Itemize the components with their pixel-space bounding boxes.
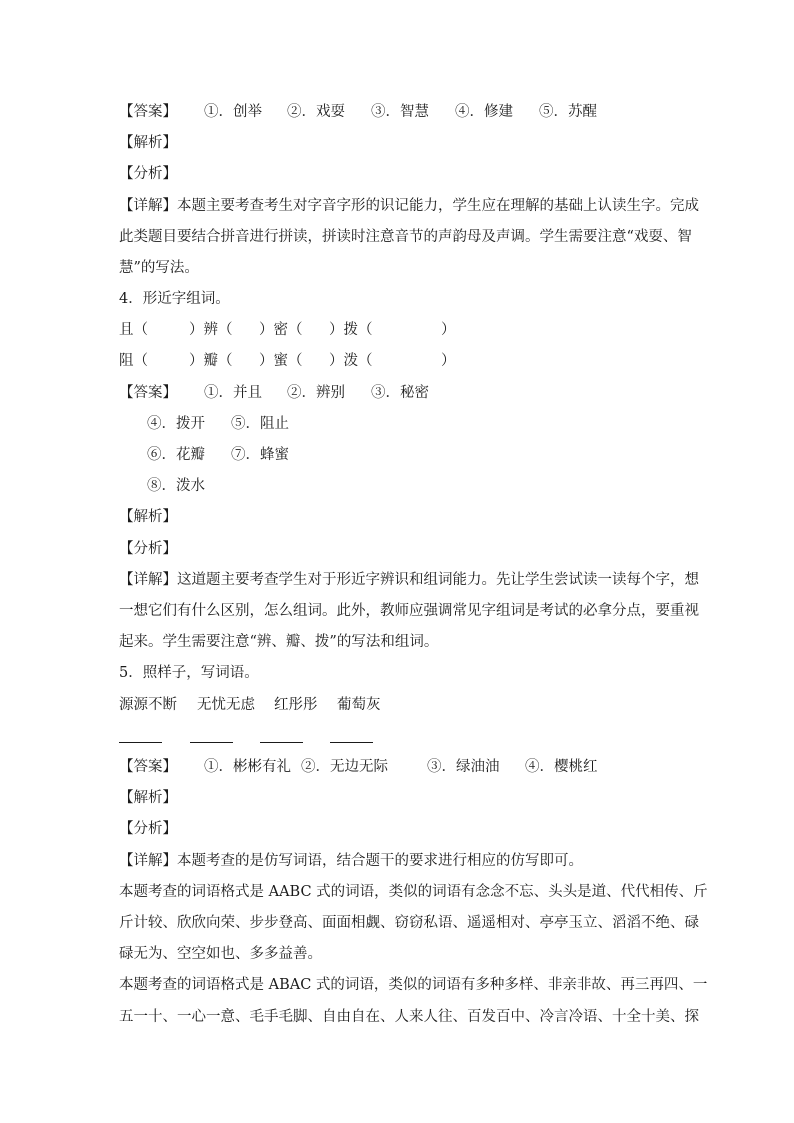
jiexi-tag: 【解析】 [119, 790, 177, 806]
paragraph-line: 五一十、一心一意、毛手毛脚、自由自在、人来人往、百发百中、冷言冷语、十全十美、探 [119, 1009, 699, 1025]
example-word: 源源不断 [119, 697, 177, 713]
answer-blank [330, 741, 373, 743]
paragraph-line: 本题考查的词语格式是 ABAC 式的词语，类似的词语有多种多样、非亲非故、再三再四、一 [119, 977, 708, 993]
fill-item: ） [441, 322, 456, 338]
fill-item: 阻（ [119, 353, 148, 369]
answer-tag: 【答案】 [119, 759, 177, 775]
answer-blank [260, 741, 303, 743]
answer-item: ①．创举 [204, 104, 262, 120]
answer-item: ⑦．蜂蜜 [231, 447, 289, 463]
answer-blank [119, 741, 162, 743]
detail-line: 此类题目要结合拼音进行拼读，拼读时注意音节的声韵母及声调。学生需要注意“戏耍、智 [119, 229, 692, 245]
answer-item: ①．并且 [204, 385, 262, 401]
detail-line: 【详解】这道题主要考查学生对于形近字辨识和组词能力。先让学生尝试读一读每个字，想 [119, 572, 699, 588]
fenxi-tag: 【分析】 [119, 166, 177, 182]
example-word: 红彤彤 [274, 697, 318, 713]
answer-item: ④．拨开 [147, 416, 205, 432]
detail-line: 起来。学生需要注意“辨、瓣、拨”的写法和组词。 [119, 634, 439, 650]
answer-item: ⑤．阻止 [231, 416, 289, 432]
paragraph-line: 碌无为、空空如也、多多益善。 [119, 946, 322, 962]
answer-item: ⑤．苏醒 [539, 104, 597, 120]
answer-blank [190, 741, 233, 743]
jiexi-tag: 【解析】 [119, 135, 177, 151]
fill-item: ） [441, 353, 456, 369]
jiexi-tag: 【解析】 [119, 509, 177, 525]
fenxi-tag: 【分析】 [119, 541, 177, 557]
example-word: 葡萄灰 [337, 697, 381, 713]
fill-item: ）瓣（ [189, 353, 233, 369]
example-word: 无忧无虑 [197, 697, 255, 713]
answer-item: ②．无边无际 [301, 759, 388, 775]
fill-item: 且（ [119, 322, 148, 338]
detail-line: 一想它们有什么区别，怎么组词。此外，教师应强调常见字组词是考试的必拿分点，要重视 [119, 603, 699, 619]
answer-tag: 【答案】 [119, 385, 177, 401]
fill-item: ）泼（ [329, 353, 373, 369]
detail-line: 慧”的写法。 [119, 260, 199, 276]
fill-item: ）蜜（ [259, 353, 303, 369]
answer-item: ①．彬彬有礼 [204, 759, 291, 775]
paragraph-line: 本题考查的词语格式是 AABC 式的词语，类似的词语有念念不忘、头头是道、代代相传、斤 [119, 884, 708, 900]
detail-line: 【详解】本题考查的是仿写词语，结合题干的要求进行相应的仿写即可。 [119, 853, 583, 869]
answer-tag: 【答案】 [119, 104, 177, 120]
answer-item: ②．戏耍 [287, 104, 345, 120]
answer-item: ③．绿油油 [427, 759, 500, 775]
fill-item: ）辨（ [189, 322, 233, 338]
answer-item: ⑥．花瓣 [147, 447, 205, 463]
answer-item: ④．修建 [455, 104, 513, 120]
paragraph-line: 斤计较、欣欣向荣、步步登高、面面相觑、窃窃私语、遥遥相对、亭亭玉立、滔滔不绝、碌 [119, 915, 699, 931]
answer-item: ③．秘密 [371, 385, 429, 401]
answer-item: ③．智慧 [371, 104, 429, 120]
q4-title: 4．形近字组词。 [119, 291, 230, 307]
fill-item: ）拨（ [329, 322, 373, 338]
detail-line: 【详解】本题主要考查考生对字音字形的识记能力，学生应在理解的基础上认读生字。完成 [119, 198, 699, 214]
fill-item: ）密（ [259, 322, 303, 338]
answer-item: ④．樱桃红 [525, 759, 598, 775]
fenxi-tag: 【分析】 [119, 821, 177, 837]
q5-title: 5．照样子，写词语。 [119, 665, 259, 681]
answer-item: ⑧．泼水 [147, 478, 205, 494]
answer-item: ②．辨别 [287, 385, 345, 401]
